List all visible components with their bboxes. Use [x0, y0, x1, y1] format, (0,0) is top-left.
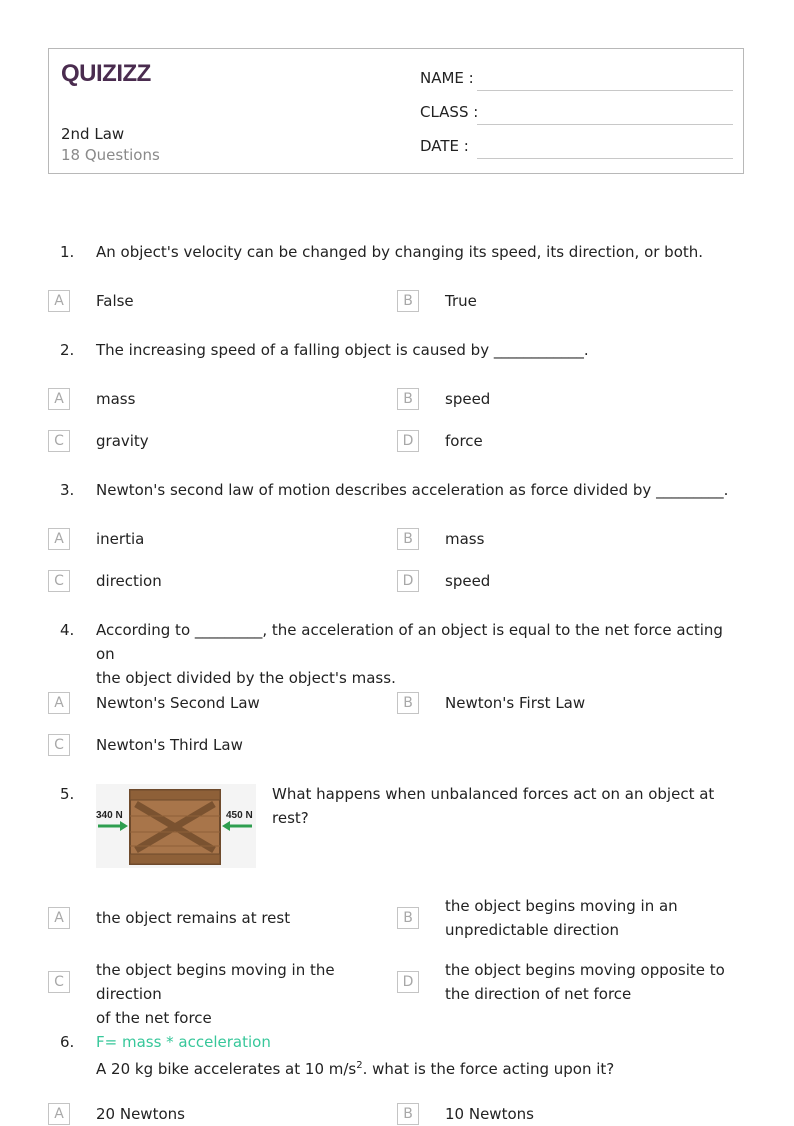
option-text-line: the object begins moving opposite to: [445, 961, 725, 979]
option-letter[interactable]: B: [397, 1103, 419, 1125]
name-label: NAME :: [420, 69, 474, 87]
option-text[interactable]: mass: [445, 530, 485, 548]
option-letter[interactable]: B: [397, 388, 419, 410]
question-number: 3.: [60, 481, 75, 499]
question-text-part: A 20 kg bike accelerates at 10 m/s: [96, 1060, 357, 1078]
option-text[interactable]: inertia: [96, 530, 145, 548]
question-number: 5.: [60, 785, 75, 803]
question-text: [96, 618, 746, 690]
option-letter[interactable]: A: [48, 907, 70, 929]
worksheet-header: [48, 48, 744, 174]
option-letter[interactable]: C: [48, 570, 70, 592]
option-text[interactable]: [96, 958, 401, 1030]
option-letter[interactable]: C: [48, 734, 70, 756]
option-text[interactable]: [445, 894, 745, 942]
option-letter[interactable]: B: [397, 907, 419, 929]
left-force-label: 340 N: [96, 810, 123, 821]
option-text[interactable]: Newton's First Law: [445, 694, 586, 712]
question-number: 2.: [60, 341, 75, 359]
option-letter[interactable]: C: [48, 971, 70, 993]
option-text[interactable]: gravity: [96, 432, 149, 450]
question-number: 1.: [60, 243, 75, 261]
option-text[interactable]: Newton's Third Law: [96, 736, 243, 754]
question-text-line: the object divided by the object's mass.: [96, 669, 396, 687]
option-text[interactable]: 10 Newtons: [445, 1105, 534, 1123]
class-field[interactable]: [420, 103, 478, 121]
question-text-part: . what is the force acting upon it?: [362, 1060, 615, 1078]
option-letter[interactable]: B: [397, 692, 419, 714]
question-number: 4.: [60, 621, 75, 639]
option-letter[interactable]: D: [397, 971, 419, 993]
question-text: Newton's second law of motion describes acceleration as force divided by _________.: [96, 481, 729, 499]
class-line: [477, 124, 733, 125]
question-text: An object's velocity can be changed by changing its speed, its direction, or both.: [96, 243, 704, 261]
right-force-label: 450 N: [226, 810, 253, 821]
date-field[interactable]: [420, 137, 469, 155]
option-letter[interactable]: D: [397, 570, 419, 592]
date-line: [477, 158, 733, 159]
quizizz-logo: [61, 59, 153, 91]
option-letter[interactable]: A: [48, 1103, 70, 1125]
question-body: [96, 1054, 746, 1081]
svg-text:QUIZIZZ: QUIZIZZ: [61, 60, 151, 87]
superscript: 2: [356, 1060, 363, 1071]
option-text-line: the object begins moving in the direction: [96, 961, 335, 1003]
option-text[interactable]: mass: [96, 390, 136, 408]
option-text-line: unpredictable direction: [445, 921, 620, 939]
option-text[interactable]: speed: [445, 390, 491, 408]
question-text: The increasing speed of a falling object is caused by ____________.: [96, 341, 589, 359]
option-text[interactable]: False: [96, 292, 134, 310]
name-field[interactable]: [420, 69, 474, 87]
formula-hint: F= mass * acceleration: [96, 1033, 271, 1051]
option-letter[interactable]: C: [48, 430, 70, 452]
option-letter[interactable]: A: [48, 290, 70, 312]
option-text[interactable]: True: [445, 292, 477, 310]
option-letter[interactable]: A: [48, 388, 70, 410]
option-text-line: the direction of net force: [445, 985, 632, 1003]
date-label: DATE :: [420, 137, 469, 155]
option-text-line: of the net force: [96, 1009, 212, 1027]
option-text[interactable]: 20 Newtons: [96, 1105, 185, 1123]
option-text[interactable]: Newton's Second Law: [96, 694, 260, 712]
option-letter[interactable]: A: [48, 528, 70, 550]
question-count: 18 Questions: [61, 146, 160, 164]
class-label: CLASS :: [420, 103, 479, 121]
option-text[interactable]: [445, 958, 745, 1006]
option-text[interactable]: the object remains at rest: [96, 909, 291, 927]
option-text[interactable]: direction: [96, 572, 162, 590]
option-text-line: the object begins moving in an: [445, 897, 678, 915]
option-letter[interactable]: B: [397, 528, 419, 550]
crate-force-image: [96, 784, 256, 868]
option-text[interactable]: speed: [445, 572, 491, 590]
option-text[interactable]: force: [445, 432, 483, 450]
option-letter[interactable]: B: [397, 290, 419, 312]
question-number: 6.: [60, 1033, 75, 1051]
name-line: [477, 90, 733, 91]
question-text: [96, 1030, 746, 1081]
question-text: What happens when unbalanced forces act on an object at rest?: [272, 785, 715, 827]
option-letter[interactable]: A: [48, 692, 70, 714]
worksheet-title: 2nd Law: [61, 125, 125, 143]
question-text-line: According to _________, the acceleration of an object is equal to the net force acting on: [96, 621, 723, 663]
option-letter[interactable]: D: [397, 430, 419, 452]
